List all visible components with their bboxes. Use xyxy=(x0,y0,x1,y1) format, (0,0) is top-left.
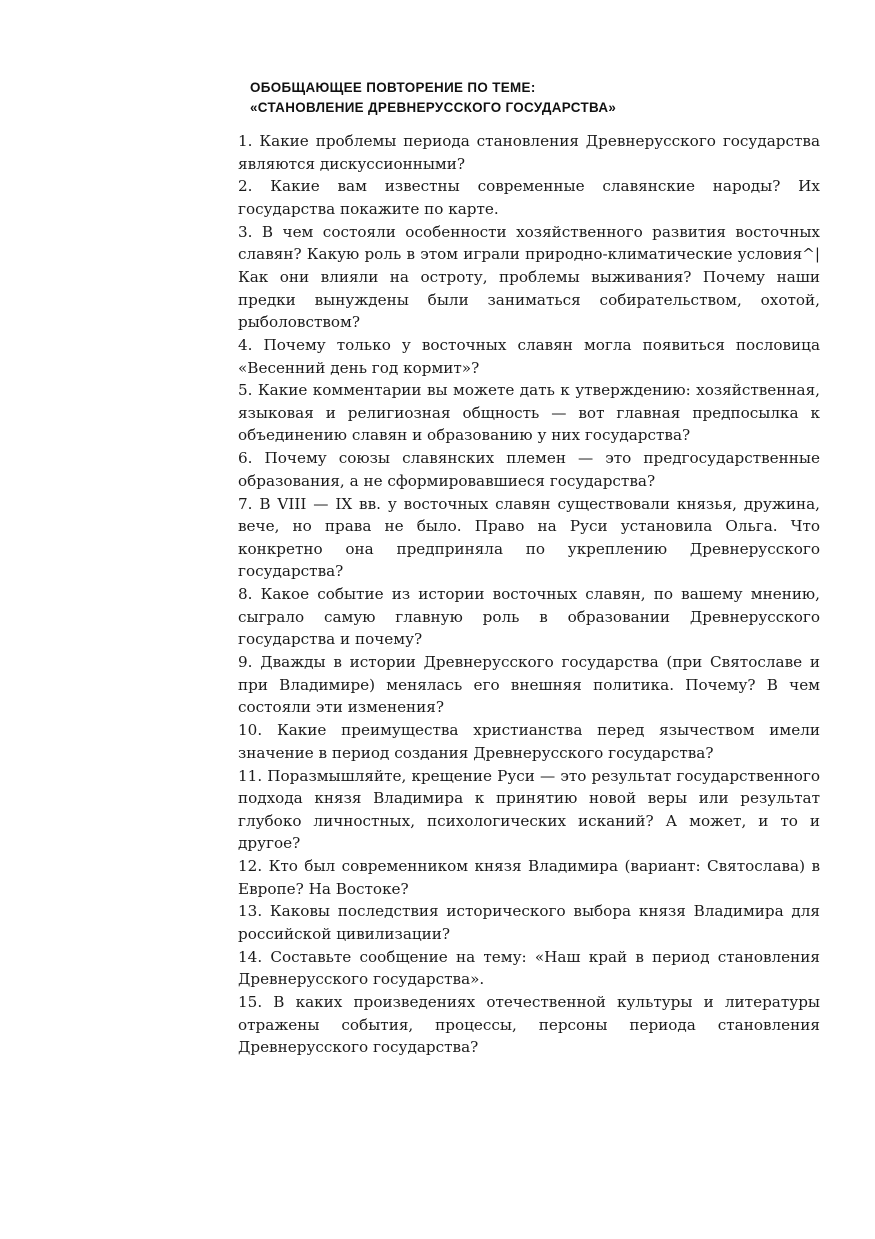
question-10: 10. Какие преимущества христианства перед язычеством имели значение в период создания Древнерусского государства? xyxy=(238,721,820,762)
question-14: 14. Составьте сообщение на тему: «Наш край в период становления Древнерусского государства». xyxy=(238,947,820,989)
question-list xyxy=(238,130,820,1059)
question-9: 9. Дважды в истории Древнерусского государства (при Святославе и при Владимире) менялась его внешняя политика. Почему? В чем состояли эти изменения? xyxy=(238,653,820,717)
question-1: 1. Какие проблемы периода становления Древнерусского государства являются дискуссионными? xyxy=(238,132,820,173)
question-6: 6. Почему союзы славянских племен — это предгосударственные образования, а не сформировавшиеся государства? xyxy=(238,449,820,490)
question-8: 8. Какое событие из истории восточных славян, по вашему мнению, сыграло самую главную роль в образовании Древнерусского государства и почему? xyxy=(238,585,820,649)
section-heading xyxy=(250,78,770,118)
question-5: 5. Какие комментарии вы можете дать к утверждению: хозяйственная, языковая и религиозная общность — вот главная предпосылка к объединению славян и образованию у них государства? xyxy=(238,381,820,445)
heading-line-2: «СТАНОВЛЕНИЕ ДРЕВНЕРУССКОГО ГОСУДАРСТВА» xyxy=(250,100,617,115)
question-7: 7. В VIII — IX вв. у восточных славян существовали князья, дружина, вече, но права не было. Право на Руси установила Ольга. Что конкретно она предприняла по укреплению Древнерусского государства? xyxy=(238,494,820,581)
question-15: 15. В каких произведениях отечественной культуры и литературы отражены события, процессы, персоны периода становления Древнерусского государства? xyxy=(238,993,820,1057)
heading-line-1: ОБОБЩАЮЩЕЕ ПОВТОРЕНИЕ ПО ТЕМЕ: xyxy=(250,80,536,95)
question-2: 2. Какие вам известны современные славянские народы? Их государства покажите по карте. xyxy=(238,177,820,218)
question-11: 11. Поразмышляйте, крещение Руси — это результат государственного подхода князя Владимира к принятию новой веры или результат глубоко личностных, психологических исканий? А может, и то и другое? xyxy=(238,766,820,853)
question-4: 4. Почему только у восточных славян могла появиться пословица «Весенний день год кормит»? xyxy=(238,335,820,377)
question-12: 12. Кто был современником князя Владимира (вариант: Святослава) в Европе? На Востоке? xyxy=(238,857,820,898)
question-3: 3. В чем состояли особенности хозяйственного развития восточных славян? Какую роль в этом играли природно-климатические условия^|Как они влияли на остроту, проблемы выживания? Почему наши предки вынуждены были заниматься собирательством, охотой, рыболовством? xyxy=(238,222,820,332)
question-13: 13. Каковы последствия исторического выбора князя Владимира для российской цивилизации? xyxy=(238,902,820,944)
